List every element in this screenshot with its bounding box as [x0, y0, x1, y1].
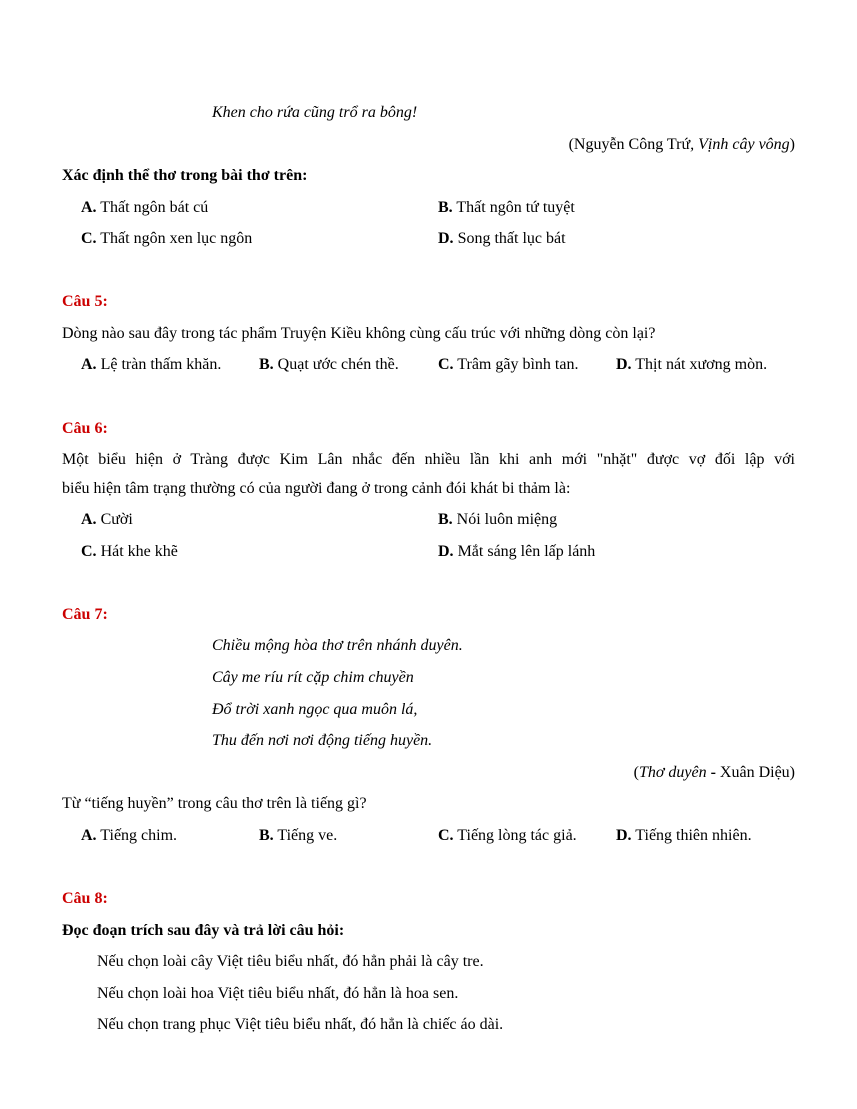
option-text: Trâm gãy bình tan.: [457, 356, 579, 373]
option-label: A.: [81, 827, 97, 844]
q6-option-c[interactable]: [81, 542, 178, 562]
option-text: Tiếng lòng tác giả.: [457, 827, 577, 844]
option-text: Thất ngôn tứ tuyệt: [456, 199, 575, 216]
q7-poem-line-2: Cây me ríu rít cặp chim chuyền: [212, 669, 414, 686]
option-label: B.: [438, 199, 453, 216]
option-label: D.: [438, 230, 454, 247]
citation-sep: -: [706, 764, 720, 781]
option-text: Mắt sáng lên lấp lánh: [457, 543, 596, 560]
option-text: Tiếng ve.: [277, 827, 338, 844]
citation-comma: ,: [690, 136, 699, 153]
intro-option-a[interactable]: [81, 198, 208, 218]
q6-option-a[interactable]: [81, 510, 133, 530]
q8-excerpt-line-3: Nếu chọn trang phục Việt tiêu biểu nhất, đó hẳn là chiếc áo dài.: [97, 1016, 504, 1033]
q6-question-line2: biểu hiện tâm trạng thường có của người đang ở trong cảnh đói khát bi thảm là:: [62, 480, 571, 497]
option-text: Thất ngôn bát cú: [100, 199, 209, 216]
intro-option-d[interactable]: [438, 229, 566, 249]
q7-option-c[interactable]: [438, 826, 577, 846]
q5-question: Dòng nào sau đây trong tác phẩm Truyện Kiều không cùng cấu trúc với những dòng còn lại?: [62, 325, 656, 342]
citation-vinh-cay-vong: [569, 135, 795, 155]
citation-close: ): [789, 136, 795, 153]
q7-option-b[interactable]: [259, 826, 337, 846]
intro-option-b[interactable]: [438, 198, 575, 218]
option-text: Nói luôn miệng: [456, 511, 558, 528]
option-text: Thịt nát xương mòn.: [635, 356, 768, 373]
citation-title: Thơ duyên: [638, 764, 707, 781]
q5-option-c[interactable]: [438, 355, 578, 375]
q7-heading: Câu 7:: [62, 606, 108, 623]
option-label: C.: [438, 827, 454, 844]
citation-tho-duyen: [634, 763, 795, 783]
citation-author: Xuân Diệu): [719, 764, 795, 781]
q8-instruction: Đọc đoạn trích sau đây và trả lời câu hỏi:: [62, 922, 345, 939]
q7-option-a[interactable]: [81, 826, 177, 846]
option-text: Cười: [100, 511, 133, 528]
option-label: B.: [438, 511, 453, 528]
q8-excerpt-line-1: Nếu chọn loài cây Việt tiêu biểu nhất, đó hẳn phải là cây tre.: [97, 953, 484, 970]
citation-title: Vịnh cây vông: [698, 136, 790, 153]
option-text: Tiếng chim.: [100, 827, 178, 844]
poem-last-line: Khen cho rứa cũng trổ ra bông!: [212, 104, 418, 121]
citation-open: (: [633, 764, 639, 781]
q5-option-b[interactable]: [259, 355, 399, 375]
option-label: D.: [438, 543, 454, 560]
q5-option-d[interactable]: [616, 355, 767, 375]
option-label: A.: [81, 356, 97, 373]
q7-poem-line-4: Thu đến nơi nơi động tiếng huyền.: [212, 732, 433, 749]
option-label: B.: [259, 356, 274, 373]
q7-poem-line-3: Đổ trời xanh ngọc qua muôn lá,: [212, 701, 418, 718]
q5-heading: Câu 5:: [62, 293, 108, 310]
citation-open: (Nguyễn Công Trứ: [568, 136, 691, 153]
option-text: Quạt ước chén thề.: [277, 356, 399, 373]
option-label: A.: [81, 511, 97, 528]
option-label: A.: [81, 199, 97, 216]
option-label: D.: [616, 827, 632, 844]
q6-option-d[interactable]: [438, 542, 595, 562]
option-label: C.: [81, 543, 97, 560]
q6-question-line1: Một biểu hiện ở Tràng được Kim Lân nhắc đến nhiều lần khi anh mới "nhặt" được vợ đối lập với: [62, 451, 795, 468]
intro-option-c[interactable]: [81, 229, 252, 249]
intro-question: Xác định thể thơ trong bài thơ trên:: [62, 167, 308, 184]
option-text: Lệ tràn thấm khăn.: [100, 356, 222, 373]
option-label: C.: [81, 230, 97, 247]
q5-option-a[interactable]: [81, 355, 221, 375]
q6-option-b[interactable]: [438, 510, 557, 530]
option-label: C.: [438, 356, 454, 373]
option-text: Hát khe khẽ: [100, 543, 178, 560]
q8-heading: Câu 8:: [62, 890, 108, 907]
option-text: Song thất lục bát: [457, 230, 566, 247]
option-text: Tiếng thiên nhiên.: [635, 827, 752, 844]
option-label: B.: [259, 827, 274, 844]
option-label: D.: [616, 356, 632, 373]
option-text: Thất ngôn xen lục ngôn: [100, 230, 253, 247]
q7-question: Từ “tiếng huyền” trong câu thơ trên là tiếng gì?: [62, 795, 367, 812]
q7-option-d[interactable]: [616, 826, 752, 846]
q7-poem-line-1: Chiều mộng hòa thơ trên nhánh duyên.: [212, 637, 463, 654]
q8-excerpt-line-2: Nếu chọn loài hoa Việt tiêu biểu nhất, đó hẳn là hoa sen.: [97, 985, 459, 1002]
q6-heading: Câu 6:: [62, 420, 108, 437]
